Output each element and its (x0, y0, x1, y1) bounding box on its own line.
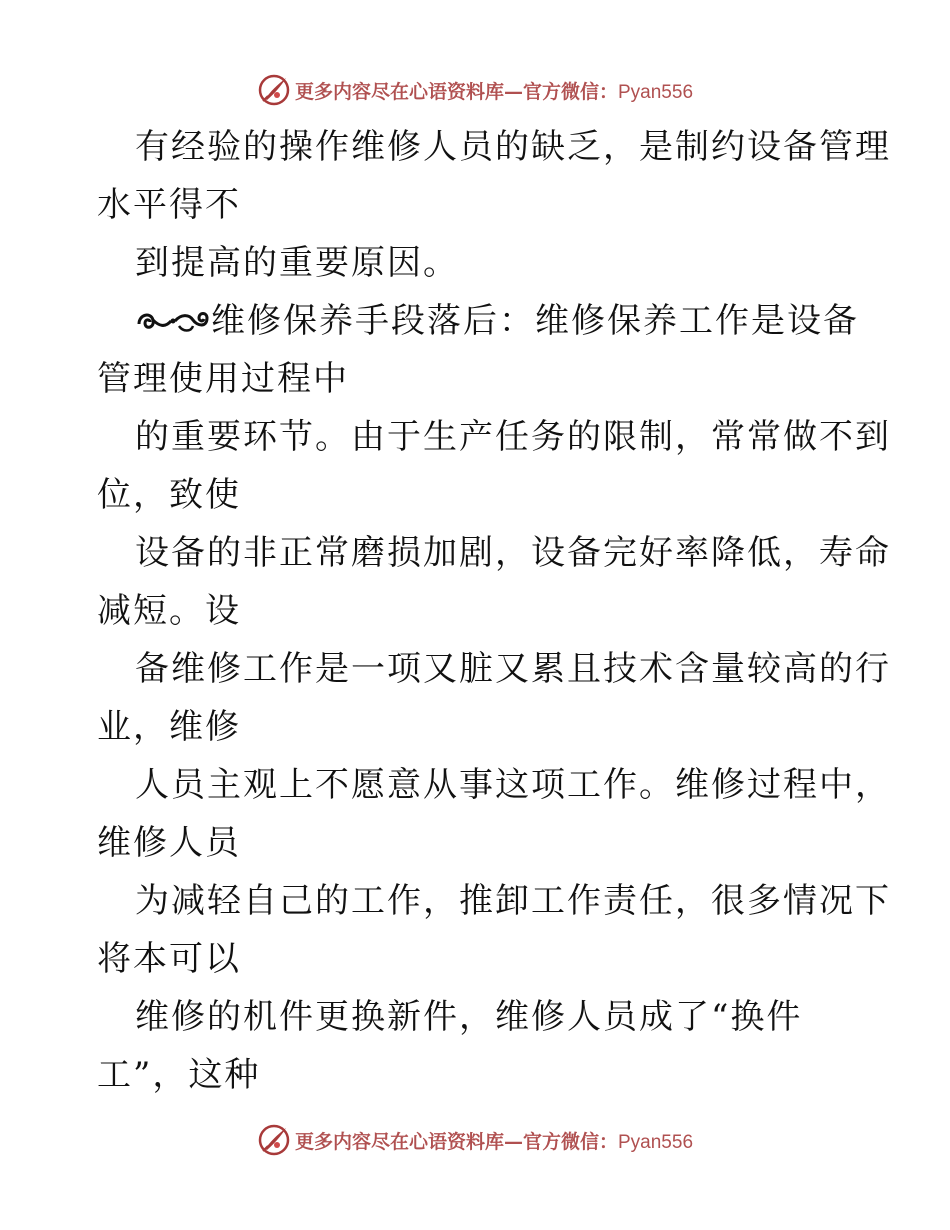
footer-brand-text (295, 1127, 693, 1154)
header-dash: — (503, 80, 523, 103)
body-line: 有经验的操作维修人员的缺乏，是制约设备管理 (135, 127, 891, 167)
header-brand: 更多内容尽在心语资料库 (294, 80, 504, 103)
body-line: 水平得不 (97, 185, 241, 225)
body-line: 将本可以 (97, 939, 241, 979)
body-line: 管理使用过程中 (97, 359, 349, 399)
fleuron-ornament-icon (135, 306, 211, 336)
quill-pen-logo-icon (257, 1123, 291, 1157)
footer-brand: 更多内容尽在心语资料库 (294, 1130, 504, 1153)
header-contact-label: 官方微信： (522, 80, 618, 103)
body-line: 的重要环节。由于生产任务的限制，常常做不到 (135, 417, 891, 457)
header-brand-text (295, 77, 693, 104)
body-line: 人员主观上不愿意从事这项工作。维修过程中， (135, 765, 891, 805)
body-line: 维修人员 (97, 823, 241, 863)
document-body (97, 118, 891, 1104)
body-line: 到提高的重要原因。 (135, 243, 459, 283)
body-line-text: 维修保养手段落后：维修保养工作是设备 (211, 301, 859, 341)
header-wechat-id: Pyan556 (618, 81, 694, 103)
body-line: 为减轻自己的工作，推卸工作责任，很多情况下 (135, 881, 891, 921)
body-line: 业，维修 (97, 707, 241, 747)
body-line-with-ornament (97, 292, 857, 350)
footer-banner-content (257, 1123, 693, 1157)
body-line: 备维修工作是一项又脏又累且技术含量较高的行 (135, 649, 891, 689)
header-banner (0, 70, 950, 110)
quill-pen-logo-icon (257, 73, 291, 107)
footer-banner (0, 1120, 950, 1160)
body-line: 位，致使 (97, 475, 241, 515)
footer-wechat-id: Pyan556 (618, 1131, 694, 1153)
body-line: 维修的机件更换新件，维修人员成了“换件 (135, 997, 803, 1037)
body-line: 设备的非正常磨损加剧，设备完好率降低，寿命 (135, 533, 891, 573)
header-banner-content (257, 73, 693, 107)
body-line: 工”，这种 (97, 1055, 261, 1095)
body-line: 减短。设 (97, 591, 241, 631)
footer-contact-label: 官方微信： (522, 1130, 618, 1153)
footer-dash: — (503, 1130, 523, 1153)
